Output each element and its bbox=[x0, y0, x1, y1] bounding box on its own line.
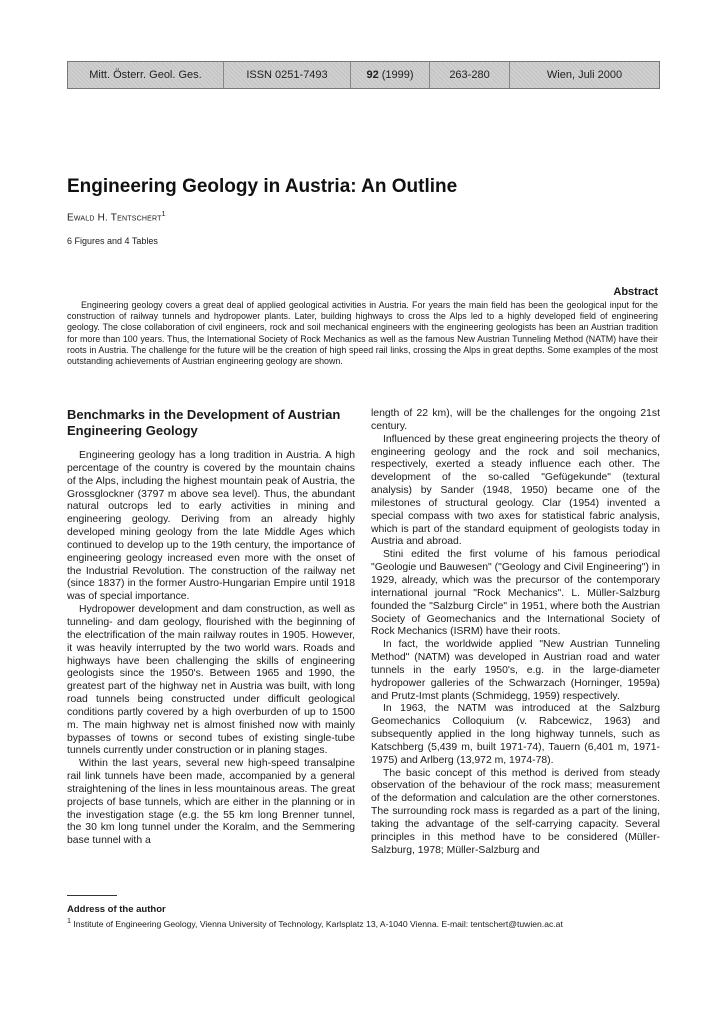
issn: ISSN 0251-7493 bbox=[224, 62, 351, 88]
place-date: Wien, Juli 2000 bbox=[546, 69, 623, 81]
paragraph-1: Engineering geology has a long tradition in Austria. A high percentage of the country is covered by the mountain chains of the Alps, including the highest mountain peak of Austria, the Grossglockner (3797 m above sea level). Thus, the abundant natural outcrops led to early activities in mining and engineering geology. Deriving from an already highly developed mining geology from the late Middle Ages which continued to develop up to the 19th century, the importance of engineering geology increased even more with the onset of the Industrial Revolution. The construction of the railway net (since 1837) in the former Austro-Hungarian Empire until 1918 was of special importance. bbox=[67, 450, 355, 603]
abstract-text: Engineering geology covers a great deal of applied geological activities in Austria. For years the main field has been the geological input for the construction of railway tunnels and hydropower plants. Later, building highways to cross the Alps led to a highly developed field of engineering geology. The close collaboration of civil engineers, rock and soil mechanical engineers with the engineering geologists has been an Austrian tradition for more than 100 years. Thus, the International Society of Rock Mechanics as well as the famous New Austrian Tunneling Method (NATM) have their roots in Austria. The challenge for the future will be the creation of high speed rail links, crossing the Alps in great depths. Some examples of the most outstanding achievements of Austrian engineering geology are shown. bbox=[67, 300, 658, 367]
paper-title: Engineering Geology in Austria: An Outline bbox=[67, 176, 458, 197]
figures-tables-count: 6 Figures and 4 Tables bbox=[67, 236, 158, 246]
footnote-heading: Address of the author bbox=[67, 904, 166, 915]
author-address: Institute of Engineering Geology, Vienna University of Technology, Karlsplatz 13, A-1040 Vienna. E-mail: tentschert@tuwien.ac.at bbox=[73, 918, 563, 929]
year: (1999) bbox=[381, 69, 414, 81]
section-heading: Benchmarks in the Development of Austrian Engineering Geology bbox=[67, 407, 341, 438]
journal-name: Mitt. Österr. Geol. Ges. bbox=[68, 62, 224, 88]
author-footnote-mark: 1 bbox=[161, 211, 166, 218]
paragraph-7: In fact, the worldwide applied "New Austrian Tunneling Method" (NATM) was developed in Austrian road and water tunnels in the early 1950's, e.g. in the large-diameter hydropower galleries of the Schwarzach (Horninger, 1959a) and Prutz-Imst plants (Schmidegg, 1959) respectively. bbox=[371, 639, 660, 702]
author bbox=[67, 211, 166, 223]
paragraph-8: In 1963, the NATM was introduced at the Salzburg Geomechanics Colloquium (v. Rabcewicz, 1963) and subsequently applied in the long highway tunnels, such as Katschberg (5,439 m, built 1971-74), Tauern (6,401 m, 1971-1975) and Arlberg (13,972 m, 1974-78). bbox=[371, 703, 660, 766]
column-left bbox=[67, 407, 355, 848]
page-range: 263-280 bbox=[430, 62, 510, 88]
journal-header-bar bbox=[67, 61, 660, 89]
footnote-text bbox=[67, 917, 667, 929]
footnote-divider bbox=[67, 895, 117, 896]
paragraph-2: Hydropower development and dam construction, as well as tunneling- and dam geology, flourished with the beginning of the electrification of the main railway routes in 1905. However, it was heavily interrupted by the two world wars. Roads and highways have been challenging the skills of engineering geologists since the 1950's. Between 1965 and 1990, the greatest part of the highway net in Austria was built, with long road tunnels being constructed under difficult geological conditions partly covered by a high overburden of up to 1500 m. The main highway net is almost finished now with mainly bypasses of towns or second tubes of existing single-tube tunnels currently under construction or in planing stages. bbox=[67, 604, 355, 757]
paragraph-5: Influenced by these great engineering projects the theory of engineering geology and the rock and soil mechanics, respectively, exerted a steady influence each other. The development of the so-called "Gefügekunde" (textural analysis) by Sander (1948, 1950) became one of the milestones of structural geology. Clar (1954) invented a special compass with two axes for statistical fabric analysis, which is part of the standard equipment of geologists today in Austria and abroad. bbox=[371, 433, 660, 548]
paragraph-6: Stini edited the first volume of his famous periodical "Geologie und Bauwesen" ("Geology and Civil Engineering") in 1929, already, which was the precursor of the contemporary international journal "Rock Mechanics". L. Müller-Salzburg founded the "Salzburg Circle" in 1951, where both the Austrian Society of Geomechanics and the International Society of Rock Mechanics (ISRM) have their roots. bbox=[371, 549, 660, 638]
volume-number: 92 bbox=[366, 69, 379, 81]
footnote-mark: 1 bbox=[67, 917, 71, 925]
paragraph-3: Within the last years, several new high-speed transalpine rail link tunnels have been made, accompanied by a general straightening of the lines in less mountainous areas. The great projects of base tunnels, which are either in the planning or in the investigation stage (e.g. the 55 km long Brenner tunnel, the 30 km long tunnel under the Koralm, and the Semmering base tunnel with a bbox=[67, 758, 355, 847]
column-right bbox=[371, 408, 660, 858]
paragraph-4: length of 22 km), will be the challenges for the ongoing 21st century. bbox=[371, 408, 660, 432]
volume-year bbox=[351, 62, 430, 88]
abstract-heading: Abstract bbox=[613, 286, 658, 298]
paragraph-9: The basic concept of this method is derived from steady observation of the behaviour of the rock mass; measurement of the deformation and calculation are the other cornerstones. The surrounding rock mass is regarded as a part of the lining, taking the advantage of the self-carrying capacity. Several principles in this method have to be considered (Müller-Salzburg, 1978; Müller-Salzburg and bbox=[371, 767, 660, 856]
author-name: Ewald H. Tentschert bbox=[67, 212, 162, 224]
